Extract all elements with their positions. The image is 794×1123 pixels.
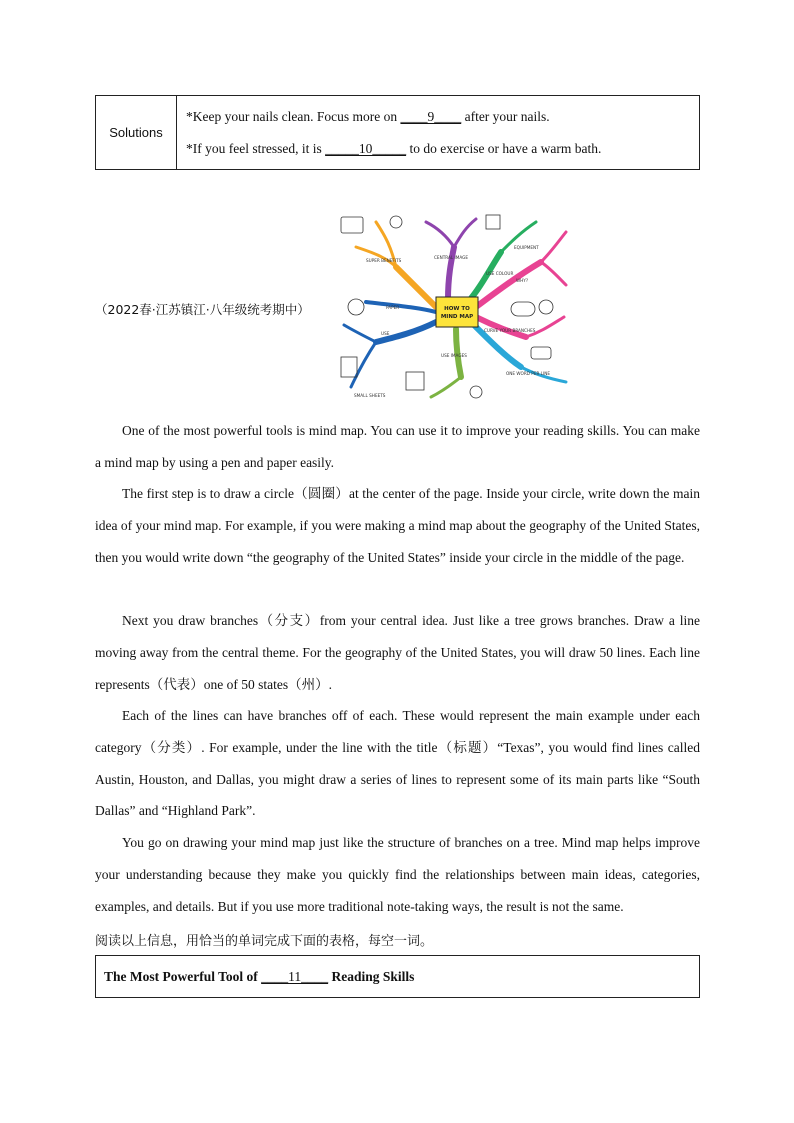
solutions-label-cell: [96, 96, 177, 170]
solutions-table: [95, 95, 700, 170]
solutions-content-cell: [177, 96, 700, 170]
svg-text:CENTRAL IMAGE: CENTRAL IMAGE: [434, 255, 469, 260]
svg-text:USE COLOUR: USE COLOUR: [486, 271, 514, 276]
svg-text:USE: USE: [381, 331, 390, 336]
svg-text:MIND MAP: MIND MAP: [440, 314, 474, 320]
passage-paragraph-3: Next you draw branches（分支）from your central idea. Just like a tree grows branches. Draw a line moving away from the central theme. For the geography of the United States, you will draw 50 lines. Each line represents（代表）one of 50 states（州）.: [95, 613, 700, 692]
blank-11[interactable]: ____11____: [261, 968, 329, 984]
solutions-label: Solutions: [109, 125, 163, 140]
svg-text:SUPER BENEFITS: SUPER BENEFITS: [366, 258, 402, 263]
source-label: （2022春·江苏镇江·八年级统考期中）: [95, 302, 310, 317]
svg-text:SMALL SHEETS: SMALL SHEETS: [354, 393, 386, 398]
passage-paragraph-4: Each of the lines can have branches off of each. These would represent the main example under each category（分类）. For example, under the line with the title（标题）“Texas”, you would find lines called Austin, Houston, and Dallas, you might draw a series of lines to represent some of its main parts like “South Dallas” and “Highland Park”.: [95, 708, 700, 819]
passage-paragraph-1: One of the most powerful tools is mind map. You can use it to improve your reading skills. You can make a mind map by using a pen and paper easily.: [95, 423, 700, 470]
svg-text:ONE WORD PER LINE: ONE WORD PER LINE: [506, 371, 551, 376]
svg-text:CURVE YOUR BRANCHES: CURVE YOUR BRANCHES: [484, 328, 536, 333]
passage-paragraph-2: The first step is to draw a circle（圆圈）at the center of the page. Inside your circle, write down the main idea of your mind map. For example, if you were making a mind map about the geography of the United States, then you would write down “the geography of the United States” inside your circle in the middle of the page.: [95, 486, 700, 565]
passage-paragraph-5: You go on drawing your mind map just like the structure of branches on a tree. Mind map helps improve your understanding because they make you quickly find the relationships between main ideas, categories, examples, and details. But if you use more traditional note-taking ways, the result is not the same.: [95, 835, 700, 914]
reading-skills-title-cell: The Most Powerful Tool of ____11____ Reading Skills: [96, 956, 700, 998]
svg-text:USE IMAGES: USE IMAGES: [441, 353, 467, 358]
svg-text:HOW TO: HOW TO: [444, 306, 470, 312]
solution-line-2: *If you feel stressed, it is _____10_____ to do exercise or have a warm bath.: [186, 140, 602, 156]
solution-line-1: *Keep your nails clean. Focus more on ____9____ after your nails.: [186, 108, 550, 124]
blank-9[interactable]: ____9____: [400, 108, 462, 124]
svg-text:PAPER: PAPER: [386, 305, 400, 310]
mind-map-image: [336, 207, 572, 405]
instruction-text: 阅读以上信息，用恰当的单词完成下面的表格，每空一词。: [95, 934, 434, 949]
svg-text:WHY?: WHY?: [516, 278, 529, 283]
svg-text:EQUIPMENT: EQUIPMENT: [514, 245, 539, 250]
blank-10[interactable]: _____10_____: [325, 140, 407, 156]
reading-skills-table: [95, 955, 700, 998]
